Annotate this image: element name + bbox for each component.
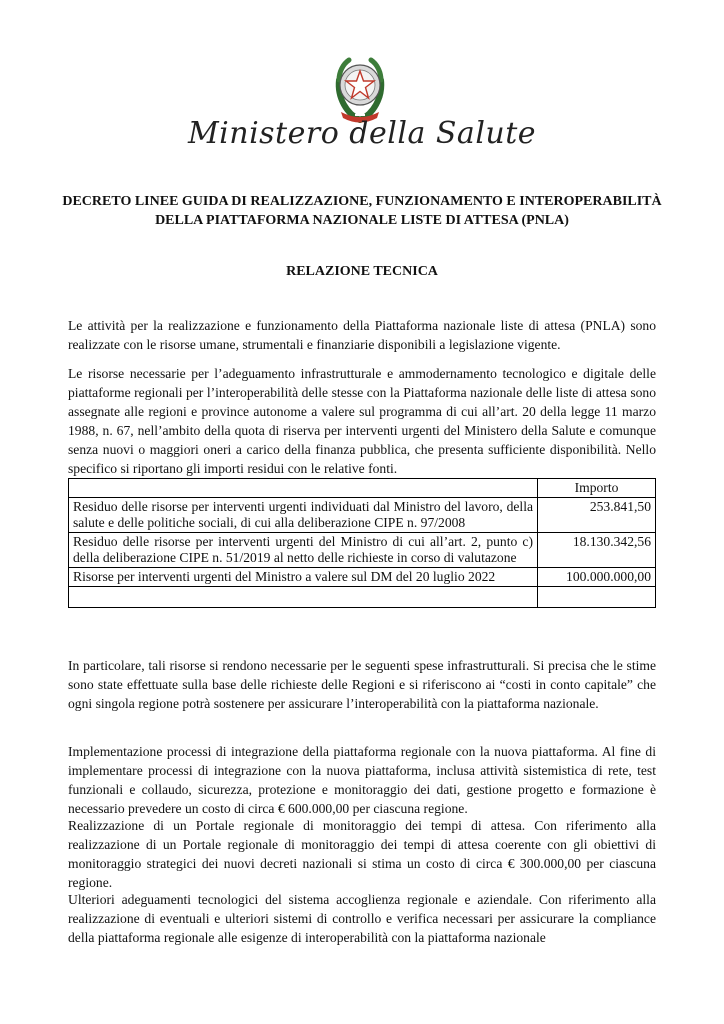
paragraph: Le attività per la realizzazione e funzionamento della Piattaforma nazionale liste di attesa (PNLA) sono realizzate con le risorse umane, strumentali e finanziarie disponibili a legislazione vigente. bbox=[68, 318, 656, 352]
funds-table bbox=[68, 478, 656, 608]
table-empty-row bbox=[69, 587, 656, 608]
paragraph: Ulteriori adeguamenti tecnologici del sistema accoglienza regionale e aziendale. Con riferimento alla realizzazione di eventuali e ulteriori sistemi di controllo e verifica necessari per assicurare la compliance della piattaforma regionale alle esigenze di interoperabilità con la piattaforma nazionale bbox=[68, 892, 656, 945]
table-header-empty bbox=[69, 479, 538, 498]
italian-republic-emblem-icon bbox=[327, 50, 393, 126]
paragraph: Le risorse necessarie per l’adeguamento infrastrutturale e ammodernamento tecnologico e digitale delle piattaforme regionali per l’interoperabilità delle stesse con la Piattaforma nazionale delle liste di attesa sono assegnate alle regioni e province autonome a valere sul programma di cui all’art. 20 della legge 11 marzo 1988, n. 67, nell’ambito della quota di riserva per interventi urgenti del Ministero della Salute e comunque senza nuovi o maggiori oneri a carico della finanza pubblica, che presenta sufficiente disponibilità. Nello specifico si riportano gli importi residui con le relative fonti. bbox=[68, 366, 656, 476]
table-cell-description: Residuo delle risorse per interventi urgenti del Ministro di cui all’art. 2, punto c) della deliberazione CIPE n. 51/2019 al netto delle richieste in corso di valutazone bbox=[69, 533, 538, 568]
table-cell-empty bbox=[538, 587, 656, 608]
table-row bbox=[69, 498, 656, 533]
table-row bbox=[69, 533, 656, 568]
table-cell-description: Residuo delle risorse per interventi urgenti individuati dal Ministro del lavoro, della salute e delle politiche sociali, di cui alla deliberazione CIPE n. 97/2008 bbox=[69, 498, 538, 533]
ministry-name: Ministero della Salute bbox=[187, 116, 537, 151]
table-cell-amount: 100.000.000,00 bbox=[538, 568, 656, 587]
table-cell-empty bbox=[69, 587, 538, 608]
table-header-row bbox=[69, 479, 656, 498]
paragraph: In particolare, tali risorse si rendono necessarie per le seguenti spese infrastrutturali. Si precisa che le stime sono state effettuate sulla base delle richieste delle Regioni e si riferiscono ai “costi in conto capitale” che ogni singola regione potrà sostenere per assicurare l’interoperabilità con la piattaforma nazionale. bbox=[68, 658, 656, 711]
document-subtitle: RELAZIONE TECNICA bbox=[286, 264, 438, 279]
table-cell-amount: 253.841,50 bbox=[538, 498, 656, 533]
paragraph: Implementazione processi di integrazione della piattaforma regionale con la nuova piattaforma. Al fine di implementare processi di integrazione con la nuova piattaforma, inclusa attività sistemistica di rete, test funzionali e collaudo, sicurezza, protezione e monitoraggio dei dati, gestione progetto e formazione è necessario prevedere un costo di circa € 600.000,00 per ciascuna regione. bbox=[68, 744, 656, 816]
document-title: DECRETO LINEE GUIDA DI REALIZZAZIONE, FUNZIONAMENTO E INTEROPERABILITÀ DELLA PIATTAFORMA NAZIONALE LISTE DI ATTESA (PNLA) bbox=[62, 194, 662, 228]
table-cell-description: Risorse per interventi urgenti del Ministro a valere sul DM del 20 luglio 2022 bbox=[69, 568, 538, 587]
table-row bbox=[69, 568, 656, 587]
table-cell-amount: 18.130.342,56 bbox=[538, 533, 656, 568]
paragraph: Realizzazione di un Portale regionale di monitoraggio dei tempi di attesa. Con riferimento alla realizzazione di un Portale regionale di monitoraggio dei tempi di attesa coerente con gli obiettivi di monitoraggio strategici dei nuovi decreti nazionali si stima un costo di circa € 300.000,00 per ciascuna regione. bbox=[68, 818, 656, 890]
table-header-amount: Importo bbox=[538, 479, 656, 498]
